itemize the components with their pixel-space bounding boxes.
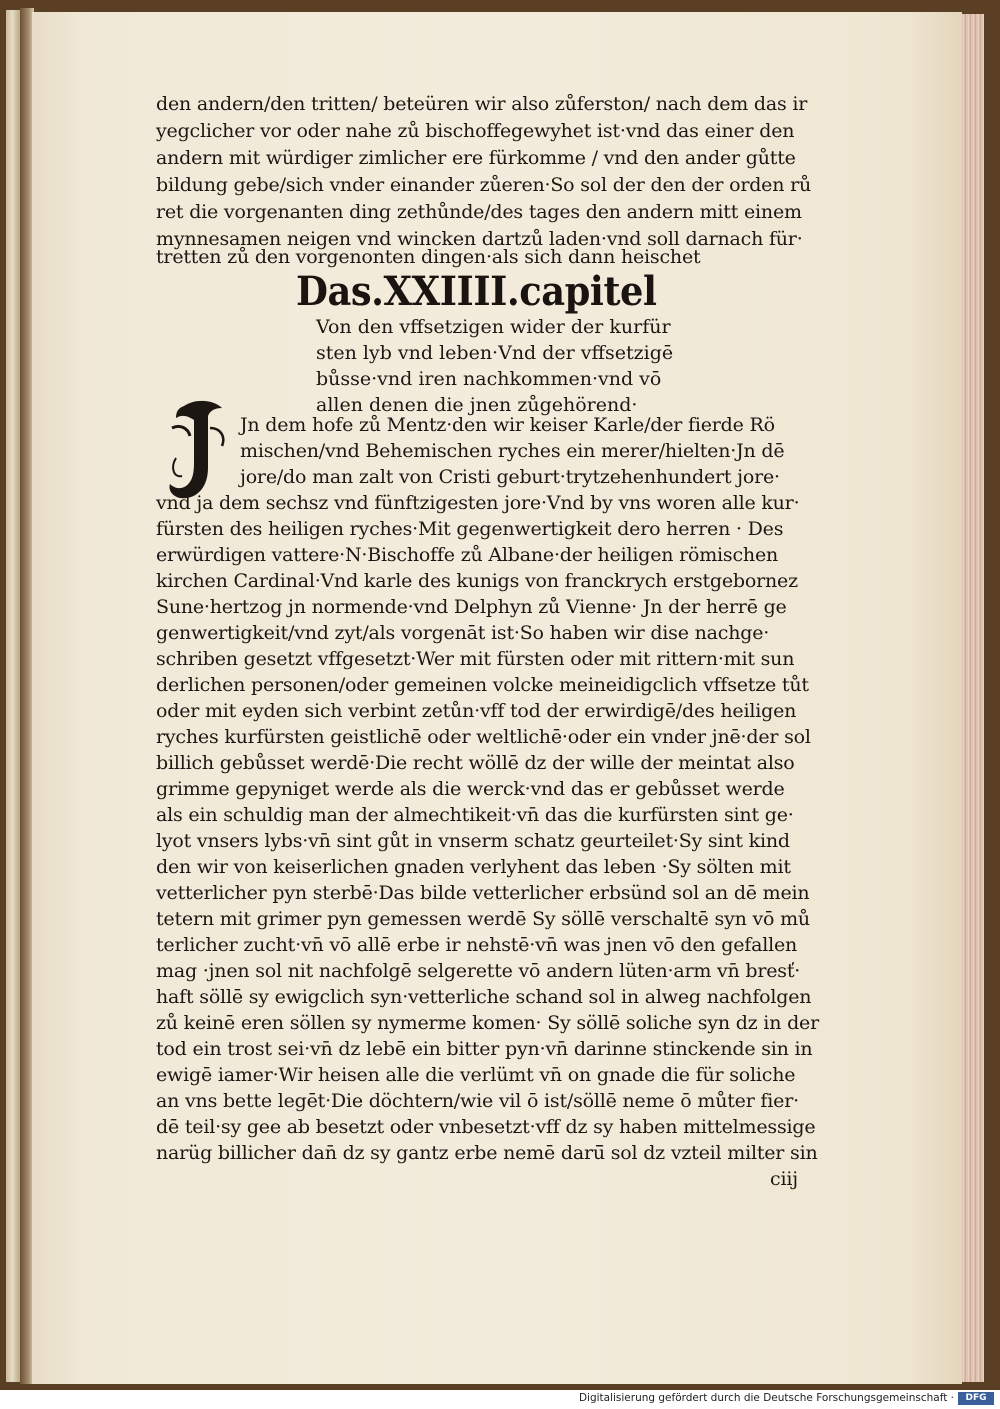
summary-line: sten lyb vnd leben·Vnd der vffsetzigē [316,342,674,364]
text-line: derlichen personen/oder gemeinen volcke meineidigclich vffsetze tůt [156,674,809,696]
text-line: mynnesamen neigen vnd wincken dartzů laden·vnd soll darnach für· [156,228,803,250]
summary-line: Von den vffsetzigen wider der kurfür [316,316,671,338]
text-line: an vns bette legēt·Die döchtern/wie vil ō ist/söllē neme ō můter fier· [156,1090,799,1112]
text-line: dē teil·sy gee ab besetzt oder vnbesetzt·vff dz sy haben mittelmessige [156,1116,816,1138]
text-line: den wir von keiserlichen gnaden verlyhent das leben ·Sy sölten mit [156,856,791,878]
text-line: haft söllē sy ewigclich syn·vetterliche schand sol in alweg nachfolgen [156,986,812,1008]
text-line: Sune·hertzog jn normende·vnd Delphyn zů Vienne· Jn der herrē ge [156,596,787,618]
text-line: mischen/vnd Behemischen ryches ein merer/hielten·Jn dē [240,440,785,462]
decorated-initial [166,398,236,504]
text-line: Jn dem hofe zů Mentz·den wir keiser Karle/der fierde Rö [240,414,775,436]
text-line: narüg billicher dan̄ dz sy gantz erbe nemē darū̄ sol dz vzteil milter sin [156,1142,818,1164]
text-line: oder mit eyden sich verbint zetůn·vff tod der erwirdigē/des heiligen [156,700,797,722]
text-line: lyot vnsers lybs·vn̄ sint gůt in vnserm schatz geurteilet·Sy sint kind [156,830,790,852]
page-stack-edge [962,14,984,1382]
text-line: ewigē iamer·Wir heisen alle die verlümt vn̄ on gnade die für soliche [156,1064,796,1086]
summary-line: bůsse·vnd iren nachkommen·vnd vō [316,368,662,390]
dfg-logo: DFG [958,1392,994,1405]
text-line: tod ein trost sei·vn̄ dz lebē ein bitter pyn·vn̄ darinne stinckende sin in [156,1038,813,1060]
text-line: fürsten des heiligen ryches·Mit gegenwertigkeit dero herren · Des [156,518,784,540]
text-line: genwertigkeit/vnd zyt/als vorgenāt ist·So haben wir dise nachge· [156,622,770,644]
text-line: jore/do man zalt von Cristi geburt·trytzehenhundert jore· [240,466,780,488]
text-line: erwürdigen vattere·N·Bischoffe zů Albane·der heiligen römischen [156,544,779,566]
text-line: mag ·jnen sol nit nachfolgē selgerette vō andern lüten·arm vn̄ bresť· [156,960,801,982]
text-line: terlicher zucht·vn̄ vō allē erbe ir nehstē·vn̄ was jnen vō den gefallen [156,934,798,956]
signature-mark: ciij [770,1168,798,1190]
text-line: kirchen Cardinal·Vnd karle des kunigs von franckrych erstgebornez [156,570,798,592]
text-line: bildung gebe/sich vnder einander zůeren·So sol der den der orden rů [156,174,812,196]
text-line: schriben gesetzt vffgesetzt·Wer mit fürsten oder mit rittern·mit sun [156,648,795,670]
text-line: yegclicher vor oder nahe zů bischoffegewyhet ist·vnd das einer den [156,120,795,142]
left-page-edge [6,10,20,1382]
text-line: billich gebůsset werdē·Die recht wöllē dz der wille der meintat also [156,752,795,774]
summary-line: allen denen die jnen zůgehörend· [316,394,638,416]
text-line: tretten zů den vorgenonten dingen·als sich dann heischet [156,246,701,268]
text-line: ret die vorgenanten ding zethůnde/des tages den andern mitt einem [156,201,802,223]
chapter-heading: Das.XXIIII.capitel [296,268,657,315]
text-line: andern mit würdiger zimlicher ere fürkomme / vnd den ander gůtte [156,147,796,169]
text-line: tetern mit grimer pyn gemessen werdē Sy söllē verschaltē syn vō mů [156,908,810,930]
text-line: als ein schuldig man der almechtikeit·vn̄ das die kurfürsten sint ge· [156,804,794,826]
text-line: grimme gepyniget werde als die werck·vnd das er gebůsset werde [156,778,785,800]
text-line: vnd ja dem sechsz vnd fünftzigesten jore·Vnd by vns woren alle kur· [156,492,800,514]
text-line: den andern/den tritten/ beteüren wir also zůferston/ nach dem das ir [156,93,808,115]
funding-credit: Digitalisierung gefördert durch die Deutsche Forschungsgemeinschaft · [578,1392,954,1404]
text-line: ryches kurfürsten geistlichē oder weltlichē·oder ein vnder jnē·der sol [156,726,811,748]
text-line: zů keinē eren söllen sy nymerme komen· Sy söllē soliche syn dz in der [156,1012,819,1034]
text-line: vetterlicher pyn sterbē·Das bilde vetterlicher erbsünd sol an dē mein [156,882,810,904]
